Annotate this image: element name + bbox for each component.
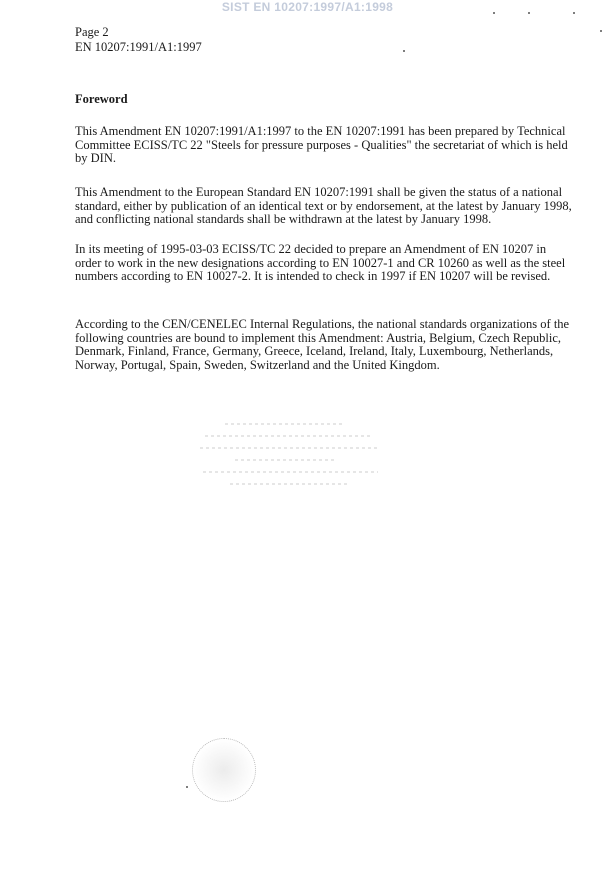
foreword-paragraph: In its meeting of 1995-03-03 ECISS/TC 22 decided to prepare an Amendment of EN 10207 in order to work in the new designations according to EN 10027-1 and CR 10260 as well as the steel numbers according to EN 10027-2. It is intended to check in 1997 if EN 10207 will be revised. (75, 242, 566, 283)
scan-speck (600, 30, 602, 32)
foreword-heading: Foreword (75, 92, 128, 106)
faded-seal-image (192, 738, 256, 802)
foreword-paragraph: According to the CEN/CENELEC Internal Regulations, the national standards organizations of the following countries are bound to implement this Amendment: Austria, Belgium, Czech Republic, Denmark, Finland, France, Germany, Greece, Iceland, Ireland, Italy, Luxembourg, Netherlands, Norway, Portugal, Spain, Sweden, Switzerland and the United Kingdom. (75, 317, 570, 372)
document-reference: EN 10207:1991/A1:1997 (75, 40, 202, 54)
foreword-paragraph: This Amendment EN 10207:1991/A1:1997 to the EN 10207:1991 has been prepared by Technical Committee ECISS/TC 22 "Steels for pressure purposes - Qualities" the secretariat of which is held by DIN. (75, 124, 568, 165)
scan-speck (493, 12, 495, 14)
scan-speck (573, 12, 575, 14)
faded-stamp-image (195, 415, 385, 500)
scan-speck (186, 786, 188, 788)
scan-speck (403, 50, 405, 52)
watermark-text: SIST EN 10207:1997/A1:1998 (221, 0, 394, 14)
foreword-paragraph: This Amendment to the European Standard EN 10207:1991 shall be given the status of a national standard, either by publication of an identical text or by endorsement, at the latest by January 1998, and conflicting national standards shall be withdrawn at the latest by January 1998. (75, 185, 572, 226)
scan-speck (528, 12, 530, 14)
page-number: Page 2 (75, 25, 109, 39)
page-header (75, 25, 202, 55)
